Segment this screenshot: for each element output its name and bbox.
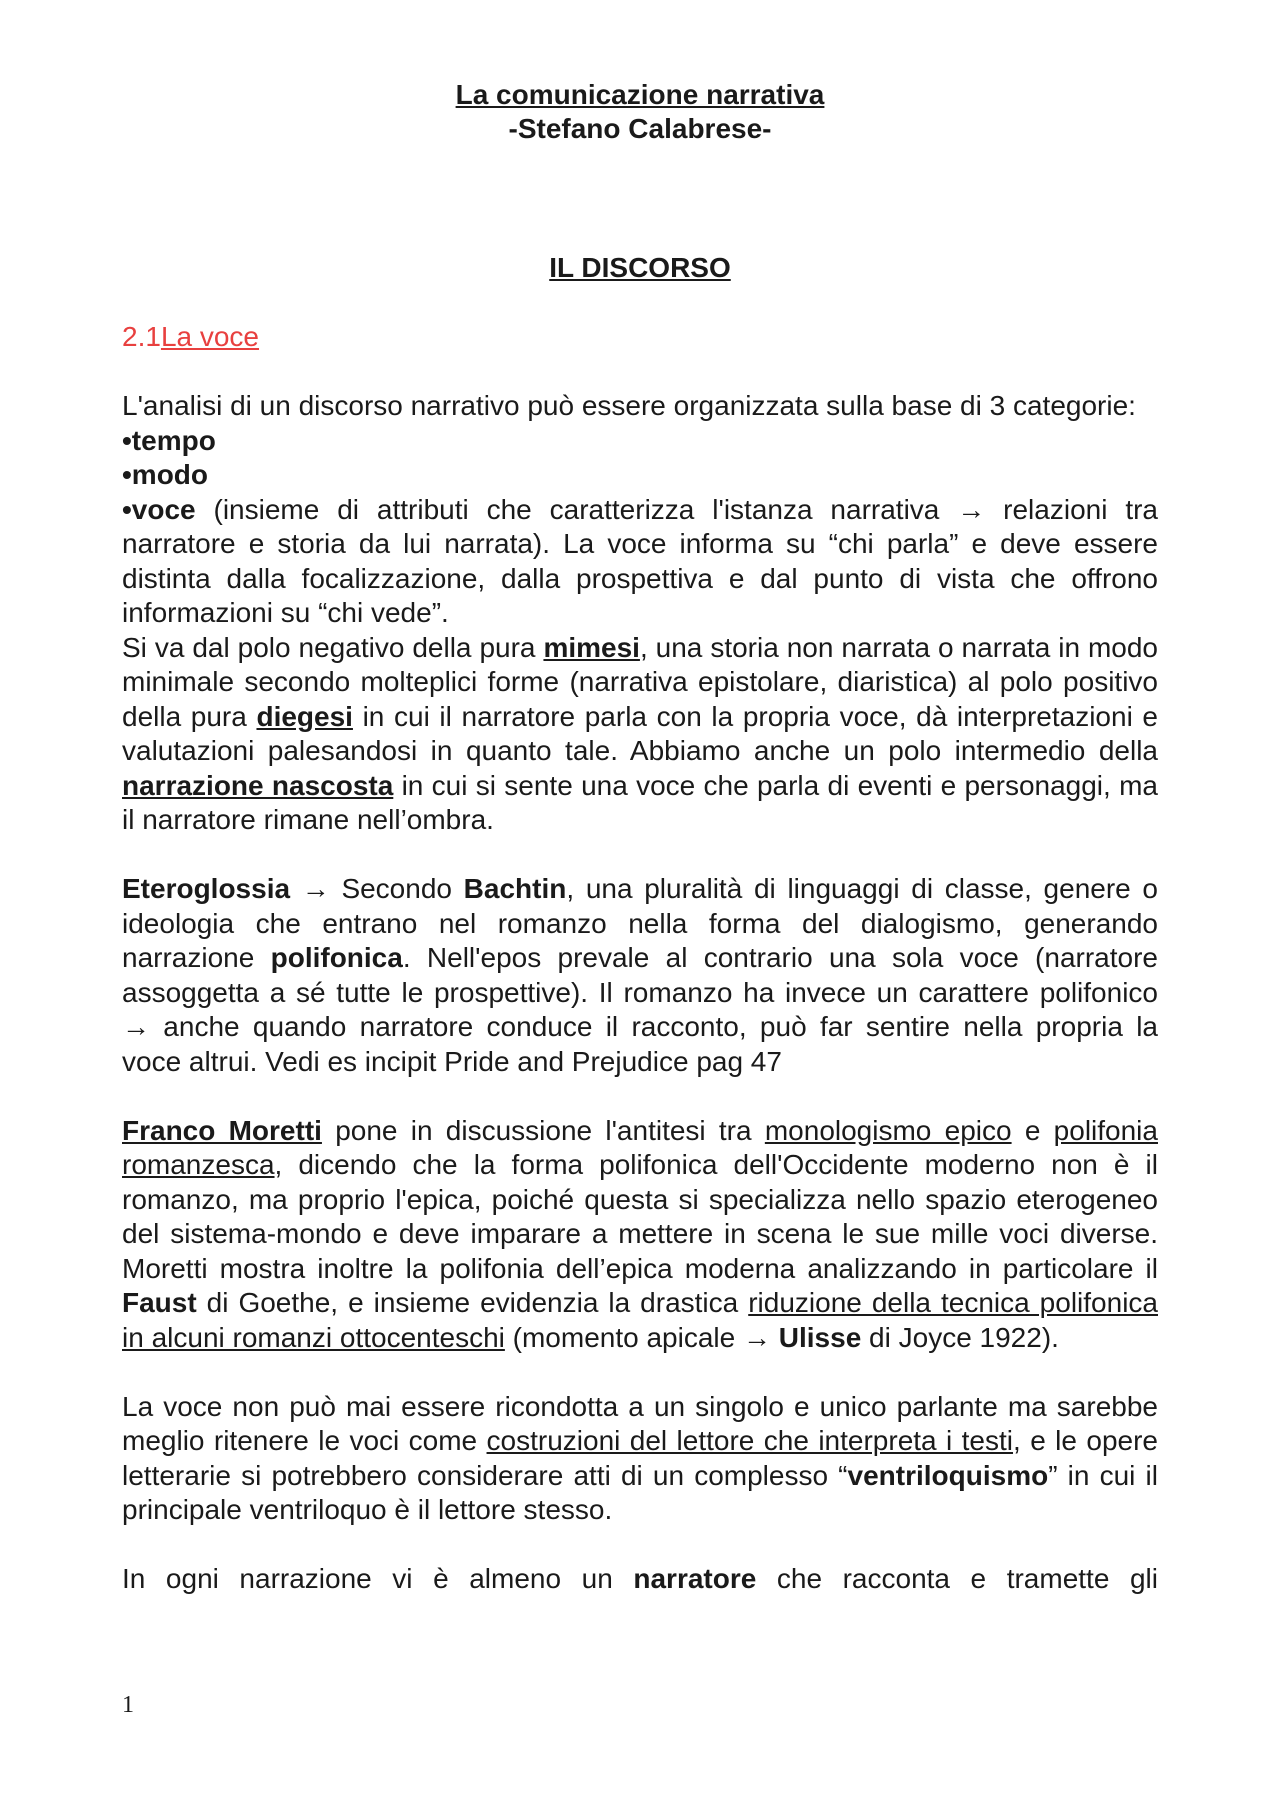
paragraph-voce-lettore — [122, 1390, 1158, 1528]
term-riduzione-tecnica: riduzione della tecnica polifonica in alcuni romanzi ottocenteschi — [122, 1287, 1158, 1353]
text-run: → Secondo — [290, 873, 464, 904]
term-faust: Faust — [122, 1287, 197, 1318]
intro-paragraph: L'analisi di un discorso narrativo può essere organizzata sulla base di 3 categorie: — [122, 390, 1136, 421]
paragraph-eteroglossia — [122, 872, 1158, 1079]
term-ulisse: Ulisse — [778, 1321, 862, 1353]
term-mimesi: mimesi — [543, 631, 640, 663]
text-run: pone in discussione l'antitesi tra — [321, 1114, 765, 1146]
bullet-voce: •voce — [122, 493, 196, 525]
paragraph-narratore — [122, 1562, 1158, 1597]
term-polifonia-romanzesca: polifonia romanzesca — [122, 1114, 1158, 1180]
text-run: (momento apicale → — [504, 1321, 779, 1353]
subsection-heading[interactable] — [122, 320, 1158, 355]
bullet-modo: •modo — [122, 459, 209, 490]
text-run: In ogni narrazione vi è almeno un — [122, 1563, 634, 1594]
document-title: La comunicazione narrativa — [455, 79, 825, 110]
document-author: -Stefano Calabrese- — [508, 113, 772, 144]
page-number: 1 — [122, 1692, 134, 1718]
paragraph-gap — [122, 1355, 1158, 1390]
list-item-tempo — [122, 424, 1158, 459]
term-monologismo-epico: monologismo epico — [764, 1114, 1012, 1146]
text-run: ” in cui il principale ventriloquo è il lettore stesso. — [122, 1459, 1158, 1525]
paragraph-gap — [122, 838, 1158, 873]
paragraph-moretti — [122, 1114, 1158, 1356]
text-run: La voce non può mai essere ricondotta a un singolo e unico parlante ma sarebbe meglio ritenere le voci come — [122, 1390, 1158, 1456]
text-run: , una pluralità di linguaggi di classe, genere o ideologia che entrano nel romanzo nella forma del dialogismo, generando narrazione — [122, 873, 1159, 973]
voce-description: (insieme di attributi che caratterizza l'istanza narrativa → relazioni tra narratore e storia da lui narrata). La voce informa su “chi parla” e deve essere distinta dalla focalizzazione, dalla prospettiva e dal punto di vista che offrono informazioni su “chi vede”. — [122, 493, 1158, 628]
term-narrazione-nascosta: narrazione nascosta — [122, 769, 394, 801]
text-run: , e le opere letterarie si potrebbero considerare atti di un complesso “ — [122, 1425, 1158, 1491]
term-ventriloquismo: ventriloquismo — [847, 1459, 1049, 1491]
list-item-modo — [122, 458, 1158, 493]
text-run: di Goethe, e insieme evidenzia la drastica — [196, 1287, 749, 1318]
list-item-voce — [122, 493, 1158, 631]
term-narratore: narratore — [633, 1563, 757, 1594]
text-run: di Joyce 1922). — [861, 1321, 1059, 1353]
term-diegesi: diegesi — [256, 700, 353, 732]
bullet-tempo: •tempo — [122, 424, 216, 456]
paragraph-gap — [122, 1079, 1158, 1114]
paragraph-gap — [122, 1528, 1158, 1563]
document-body — [122, 389, 1158, 1597]
text-run: . Nell'epos prevale al contrario una sola voce (narratore assoggetta a sé tutte le prospettive). Il romanzo ha invece un carattere polifonico → anche quando narratore conduce il racconto, può far sentire nella propria la voce altrui. Vedi es incipit Pride and Prejudice pag 47 — [122, 942, 1158, 1077]
text-run: in cui il narratore parla con la propria voce, dà interpretazioni e valutazioni palesandosi in quanto tale. Abbiamo anche un polo intermedio della — [122, 700, 1158, 766]
text-run: e — [1011, 1114, 1054, 1146]
section-title: IL DISCORSO — [549, 252, 731, 283]
text-run: Si va dal polo negativo della pura — [122, 631, 544, 663]
paragraph-mimesi-diegesi — [122, 631, 1158, 838]
text-run: che racconta e tramette gli — [756, 1563, 1158, 1594]
term-costruzioni-lettore: costruzioni del lettore che interpreta i testi — [486, 1425, 1014, 1456]
term-polifonica: polifonica — [270, 942, 403, 973]
term-bachtin: Bachtin — [463, 873, 567, 904]
subsection-number: 2.1 — [122, 321, 161, 352]
term-franco-moretti: Franco Moretti — [122, 1114, 322, 1146]
text-run: in cui si sente una voce che parla di eventi e personaggi, ma il narratore rimane nell’ombra. — [122, 769, 1158, 835]
text-run: , dicendo che la forma polifonica dell'Occidente moderno non è il romanzo, ma proprio l'epica, poiché questa si specializza nello spazio eterogeneo del sistema-mondo e deve imparare a mettere in scena le sue mille voci diverse. Moretti mostra inoltre la polifonia dell’epica moderna analizzando in particolare il — [122, 1149, 1158, 1284]
term-eteroglossia: Eteroglossia — [122, 873, 291, 904]
subsection-title[interactable]: La voce — [160, 321, 260, 352]
text-run: , una storia non narrata o narrata in modo minimale secondo molteplici forme (narrativa epistolare, diaristica) al polo positivo della pura — [122, 631, 1158, 732]
